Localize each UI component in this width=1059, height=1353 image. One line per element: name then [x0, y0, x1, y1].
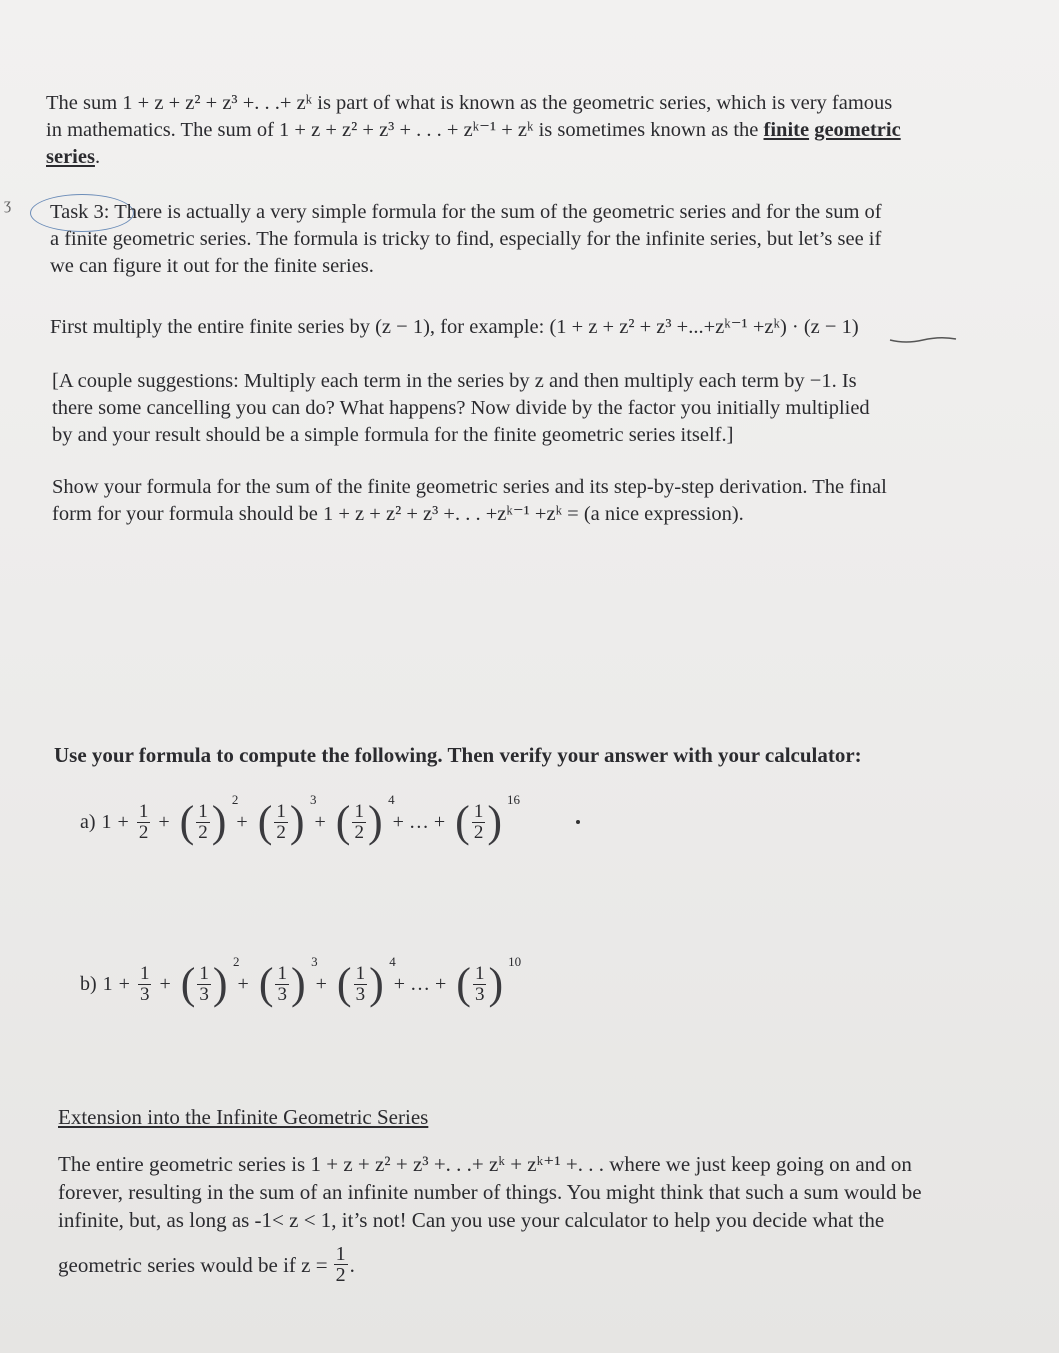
power-term: ( $\frac{1}{2}$ ) 16 [455, 792, 520, 846]
intro-paragraph [46, 90, 1021, 171]
label-b: b) [80, 972, 97, 995]
intro-line-2: in mathematics. The sum of 1 + z + z² + z³ + . . . + zᵏ⁻¹ + zᵏ is sometimes known as the finite geometric [46, 119, 901, 141]
power-term: ( $\frac{1}{2}$ ) 2 [179, 792, 239, 846]
power-term: ( $\frac{1}{3}$ ) 4 [336, 954, 396, 1008]
extension-heading: Extension into the Infinite Geometric Series [58, 1105, 429, 1129]
expression-a: a) 1 + $\frac{1}{2}$ + ( $\frac{1}{2}$ ) 2 + ( $\frac{1}{2}$ ) 3 + ( $\frac{1}{2}$ ) 4 + … + ( $\frac{1}{2}$ ) 16 [80, 792, 520, 846]
compute-heading: Use your formula to compute the following. Then verify your answer with your calculator: [54, 743, 862, 767]
margin-mark-icon: ʒ [4, 196, 12, 213]
intro-line-3: series. [46, 146, 101, 168]
geometric-term: geometric [814, 119, 901, 141]
power-term: ( $\frac{1}{3}$ ) 2 [180, 954, 240, 1008]
label-a: a) [80, 810, 96, 833]
power-term: ( $\frac{1}{2}$ ) 3 [257, 792, 317, 846]
show-formula-paragraph: Show your formula for the sum of the finite geometric series and its step-by-step derivation. The final form for your formula should be 1 + z + z² + z³ +. . . +zᵏ⁻¹ +zᵏ = (a nice expression). [52, 476, 887, 525]
power-term: ( $\frac{1}{3}$ ) 10 [456, 954, 522, 1008]
multiply-instruction: First multiply the entire finite series by (z − 1), for example: (1 + z + z² + z³ +...+zᵏ⁻¹ +zᵏ) · (z − 1) [50, 316, 859, 338]
task3-paragraph: Task 3: There is actually a very simple formula for the sum of the geometric series and for the sum of a finite geometric series. The formula is tricky to find, especially for the infinite series, but let’s see if we can figure it out for the finite series. [50, 201, 882, 277]
suggestions-paragraph: [A couple suggestions: Multiply each term in the series by z and then multiply each term by −1. Is there some cancelling you can do? What happens? Now divide by the factor you initially multiplied by and your result should be a simple formula for the finite geometric series itself.] [52, 370, 870, 446]
power-term: ( $\frac{1}{3}$ ) 3 [258, 954, 318, 1008]
z-fraction: $\frac{1}{2}$ [335, 1243, 346, 1286]
underline-squiggle-icon [888, 334, 958, 346]
series-term: series [46, 146, 95, 168]
fraction: $\frac{1}{2}$ [138, 800, 149, 843]
task3-label: Task 3: [50, 201, 110, 223]
power-term: ( $\frac{1}{2}$ ) 4 [335, 792, 395, 846]
finite-term: finite [763, 119, 810, 141]
fraction: $\frac{1}{3}$ [139, 962, 150, 1005]
intro-line-1: The sum 1 + z + z² + z³ +. . .+ zᵏ is part of what is known as the geometric series, which is very famous [46, 92, 893, 114]
stray-dot [576, 820, 580, 824]
expression-b: b) 1 + $\frac{1}{3}$ + ( $\frac{1}{3}$ ) 2 + ( $\frac{1}{3}$ ) 3 + ( $\frac{1}{3}$ ) 4 + … + ( $\frac{1}{3}$ ) 10 [80, 954, 522, 1008]
extension-paragraph: The entire geometric series is 1 + z + z² + z³ +. . .+ zᵏ + zᵏ⁺¹ +. . . where we just keep going on and on forever, resulting in the sum of an infinite number of things. You might think that such a sum would be infinite, but, as long as -1< z < 1, it’s not! Can you use your calculator to help you decide what the geometric series would be if z = $\frac{1}{2}$ . [58, 1152, 922, 1286]
